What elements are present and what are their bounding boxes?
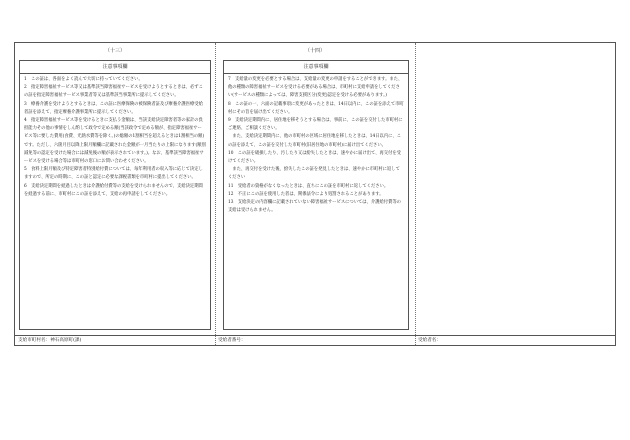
notes-title: 注意事項欄 xyxy=(224,61,408,74)
note-item-11: 11 受給者の資格がなくなったときは、直ちにこの証を市町村に返してください。 xyxy=(228,183,389,189)
notes-title: 注意事項欄 xyxy=(20,61,210,74)
note-item-2: 2 指定障害福祉サービス等又は基準該当障害福祉サービスを受けようとするときは、必ずこの証を指定障害福祉サービス事業者等又は基準該当事業所に提示してください。 xyxy=(24,85,203,99)
page-13-column xyxy=(15,43,215,345)
note-item-7: 7 支給量の変更を必要とする場合は、支給量の変更の申請をすることができます。また、他の種類の障害福祉サービスを受ける必要がある場合は、市町村に支給申請をしてください(サービスの種類によっては、障害支援区分(変更)認定を受ける必要があります。) xyxy=(228,77,403,99)
page-14-column xyxy=(215,43,415,345)
page-number-14: （十四） xyxy=(304,48,325,54)
note-item-9-cont: また、支給決定期間内に、他の市町村の区域に居住地を移したときは、14日以内に、この証を添えて、この証を交付した市町村(旧居住地の市町村)に届け出てください。 xyxy=(228,134,402,148)
note-item-1: 1 この証は、各面をよく読んで大切に持っていてください。 xyxy=(24,77,143,82)
recipient-number-field: 受給者番号： xyxy=(215,335,415,345)
notes-box-13 xyxy=(19,60,211,330)
certificate-sheet xyxy=(14,42,616,346)
note-item-13: 13 支給決定の内容欄に記載されていない障害福祉サービスについては、介護給付費等の支給は受けられません。 xyxy=(228,200,401,214)
note-item-10: 10 この証を破損したり、汚したり又は紛失したときは、速やかに届け出て、再交付を受けてください。 xyxy=(228,150,401,165)
notes-box-14 xyxy=(223,60,409,330)
page-number-13: （十三） xyxy=(104,48,125,54)
note-item-10-cont: また、再交付を受けた後、紛失したこの証を発見したときは、速やかに市町村に返してください xyxy=(228,167,400,181)
note-item-3: 3 療養介護を受けようとするときは、この証に医療保険の被保険者証及び療養介護医療受給者証を添えて、指定療養介護事業所に提示してください。 xyxy=(24,101,203,115)
recipient-name-field: 受給者名： xyxy=(415,335,616,345)
note-item-12: 12 不正にこの証を使用した者は、関係法令により処罰されることがあります。 xyxy=(228,191,384,197)
note-item-6: 6 支給決定期間を経過したときは介護給付費等の支給を受けられませんので、支給決定期間を経過する前に、市町村にこの証を添えて、支給の再申請をしてください。 xyxy=(24,183,203,197)
page-blank-column xyxy=(415,43,616,345)
note-item-8: 8 この証の一、六面の記載事項に変更があったときは、14日以内に、この証を添えて市町村にその旨を届け出てください。 xyxy=(228,101,404,115)
note-item-5: 5 食料上限月額及び特定障害者特別給付費については、毎年利用者の収入等に応じて決定しますので、所定の時期に、この証と認定に必要な課税書類を市町村に提出してください。 xyxy=(24,167,203,181)
municipality-name-field: 支給市町村名：神石高原町(課) xyxy=(15,335,215,345)
note-item-9: 9 支給決定期間内に、居住地を移そうとする場合は、事前に、この証を交付した市町村にご連絡、ご相談ください。 xyxy=(228,118,403,132)
note-item-4: 4 指定障害福祉サービス等を受けるときに支払う金額は、当該支給決定障害者等の家計の負担能力その他の事情をしん酌して政令で定める額(当該政令で定める額が、指定障害福祉サービス等に要した費用(食費、光熱水費等を除く。)の総額の1割相当を超えるときは1割相当の額)です。ただし、六箇月目以降上限月額欄に記載された金額が一月当たりの上限になります(額別減免等の認定を受けた場合には減免後の額が表示されています。)。なお、基準該当障害福祉サービスを受ける場合等は市町村の窓口にお問い合わせください。 xyxy=(24,118,206,165)
